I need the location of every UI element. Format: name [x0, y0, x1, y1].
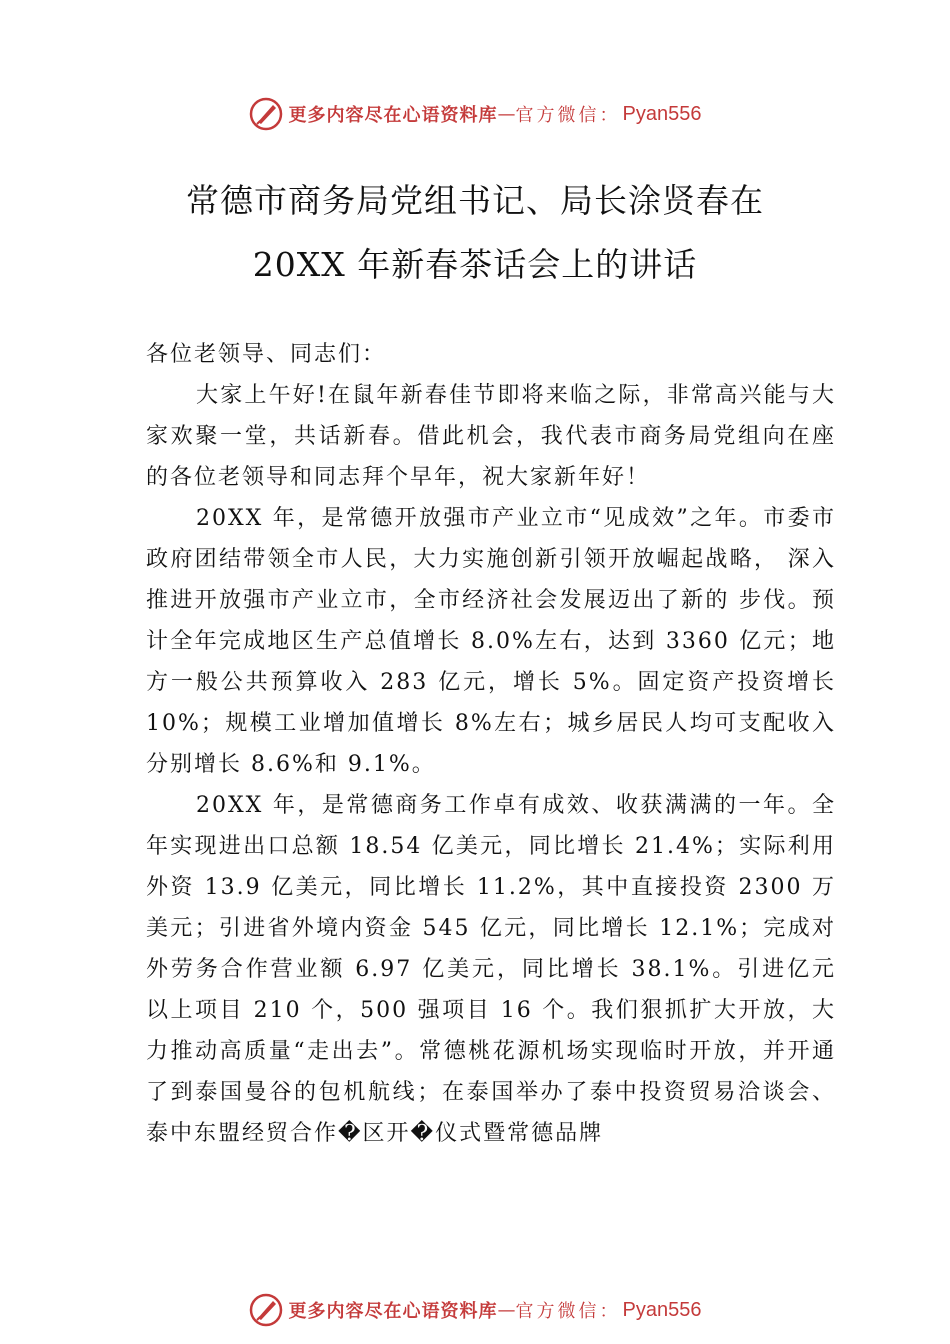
- watermark-wechat-id: Pyan556: [622, 1298, 702, 1321]
- quill-pen-logo-icon: [249, 97, 283, 131]
- header-watermark: [0, 94, 950, 134]
- salutation: 各位老领导、同志们：: [146, 342, 387, 367]
- watermark-dash: —: [497, 103, 516, 125]
- paragraph: 大家上午好!在鼠年新春佳节即将来临之际，非常高兴能与大家欢聚一堂，共话新春。借此机会，我代表市商务局党组向在座的各位老领导和同志拜个早年，祝大家新年好！: [146, 383, 836, 490]
- footer-watermark: [0, 1290, 950, 1330]
- watermark-main-text: 更多内容尽在心语资料库: [288, 105, 498, 126]
- document-title-line-1: 常德市商务局党组书记、局长涂贤春在: [186, 181, 764, 220]
- watermark-dash: —: [497, 1299, 516, 1321]
- quill-pen-logo-icon: [249, 1293, 283, 1327]
- watermark-main-text: 更多内容尽在心语资料库: [288, 1301, 498, 1322]
- watermark-label: 官方微信：: [515, 105, 621, 126]
- watermark-wechat-id: Pyan556: [622, 102, 702, 125]
- paragraph: 20XX 年，是常德商务工作卓有成效、收获满满的一年。全年实现进出口总额 18.54 亿美元，同比增长 21.4%；实际利用外资 13.9 亿美元，同比增长 11.2%，其中直接投资 2300 万美元；引进省外境内资金 545 亿元，同比增长 12.1%；完成对外劳务合作营业额 6.97 亿美元，同比增长 38.1%。引进亿元以上项目 210 个，500 强项目 16 个。我们狠抓扩大开放，大力推动高质量“走出去”。常德桃花源机场实现临时开放，并开通了到泰国曼谷的包机航线；在泰国举办了泰中投资贸易洽谈会、泰中东盟经贸合作�区开�仪式暨常德品牌: [146, 793, 836, 1146]
- document-title-line-2: 20XX 年新春茶话会上的讲话: [252, 245, 698, 284]
- paragraph: 20XX 年，是常德开放强市产业立市“见成效”之年。市委市政府团结带领全市人民，大力实施创新引领开放崛起战略， 深入推进开放强市产业立市，全市经济社会发展迈出了新的 步伐。预计全年完成地区生产总值增长 8.0%左右，达到 3360 亿元；地方一般公共预算收入 283 亿元，增长 5%。固定资产投资增长 10%；规模工业增加值增长 8%左右；城乡居民人均可支配收入分别增长 8.6%和 9.1%。: [146, 506, 836, 777]
- document-body: [146, 334, 836, 1154]
- watermark-label: 官方微信：: [515, 1301, 621, 1322]
